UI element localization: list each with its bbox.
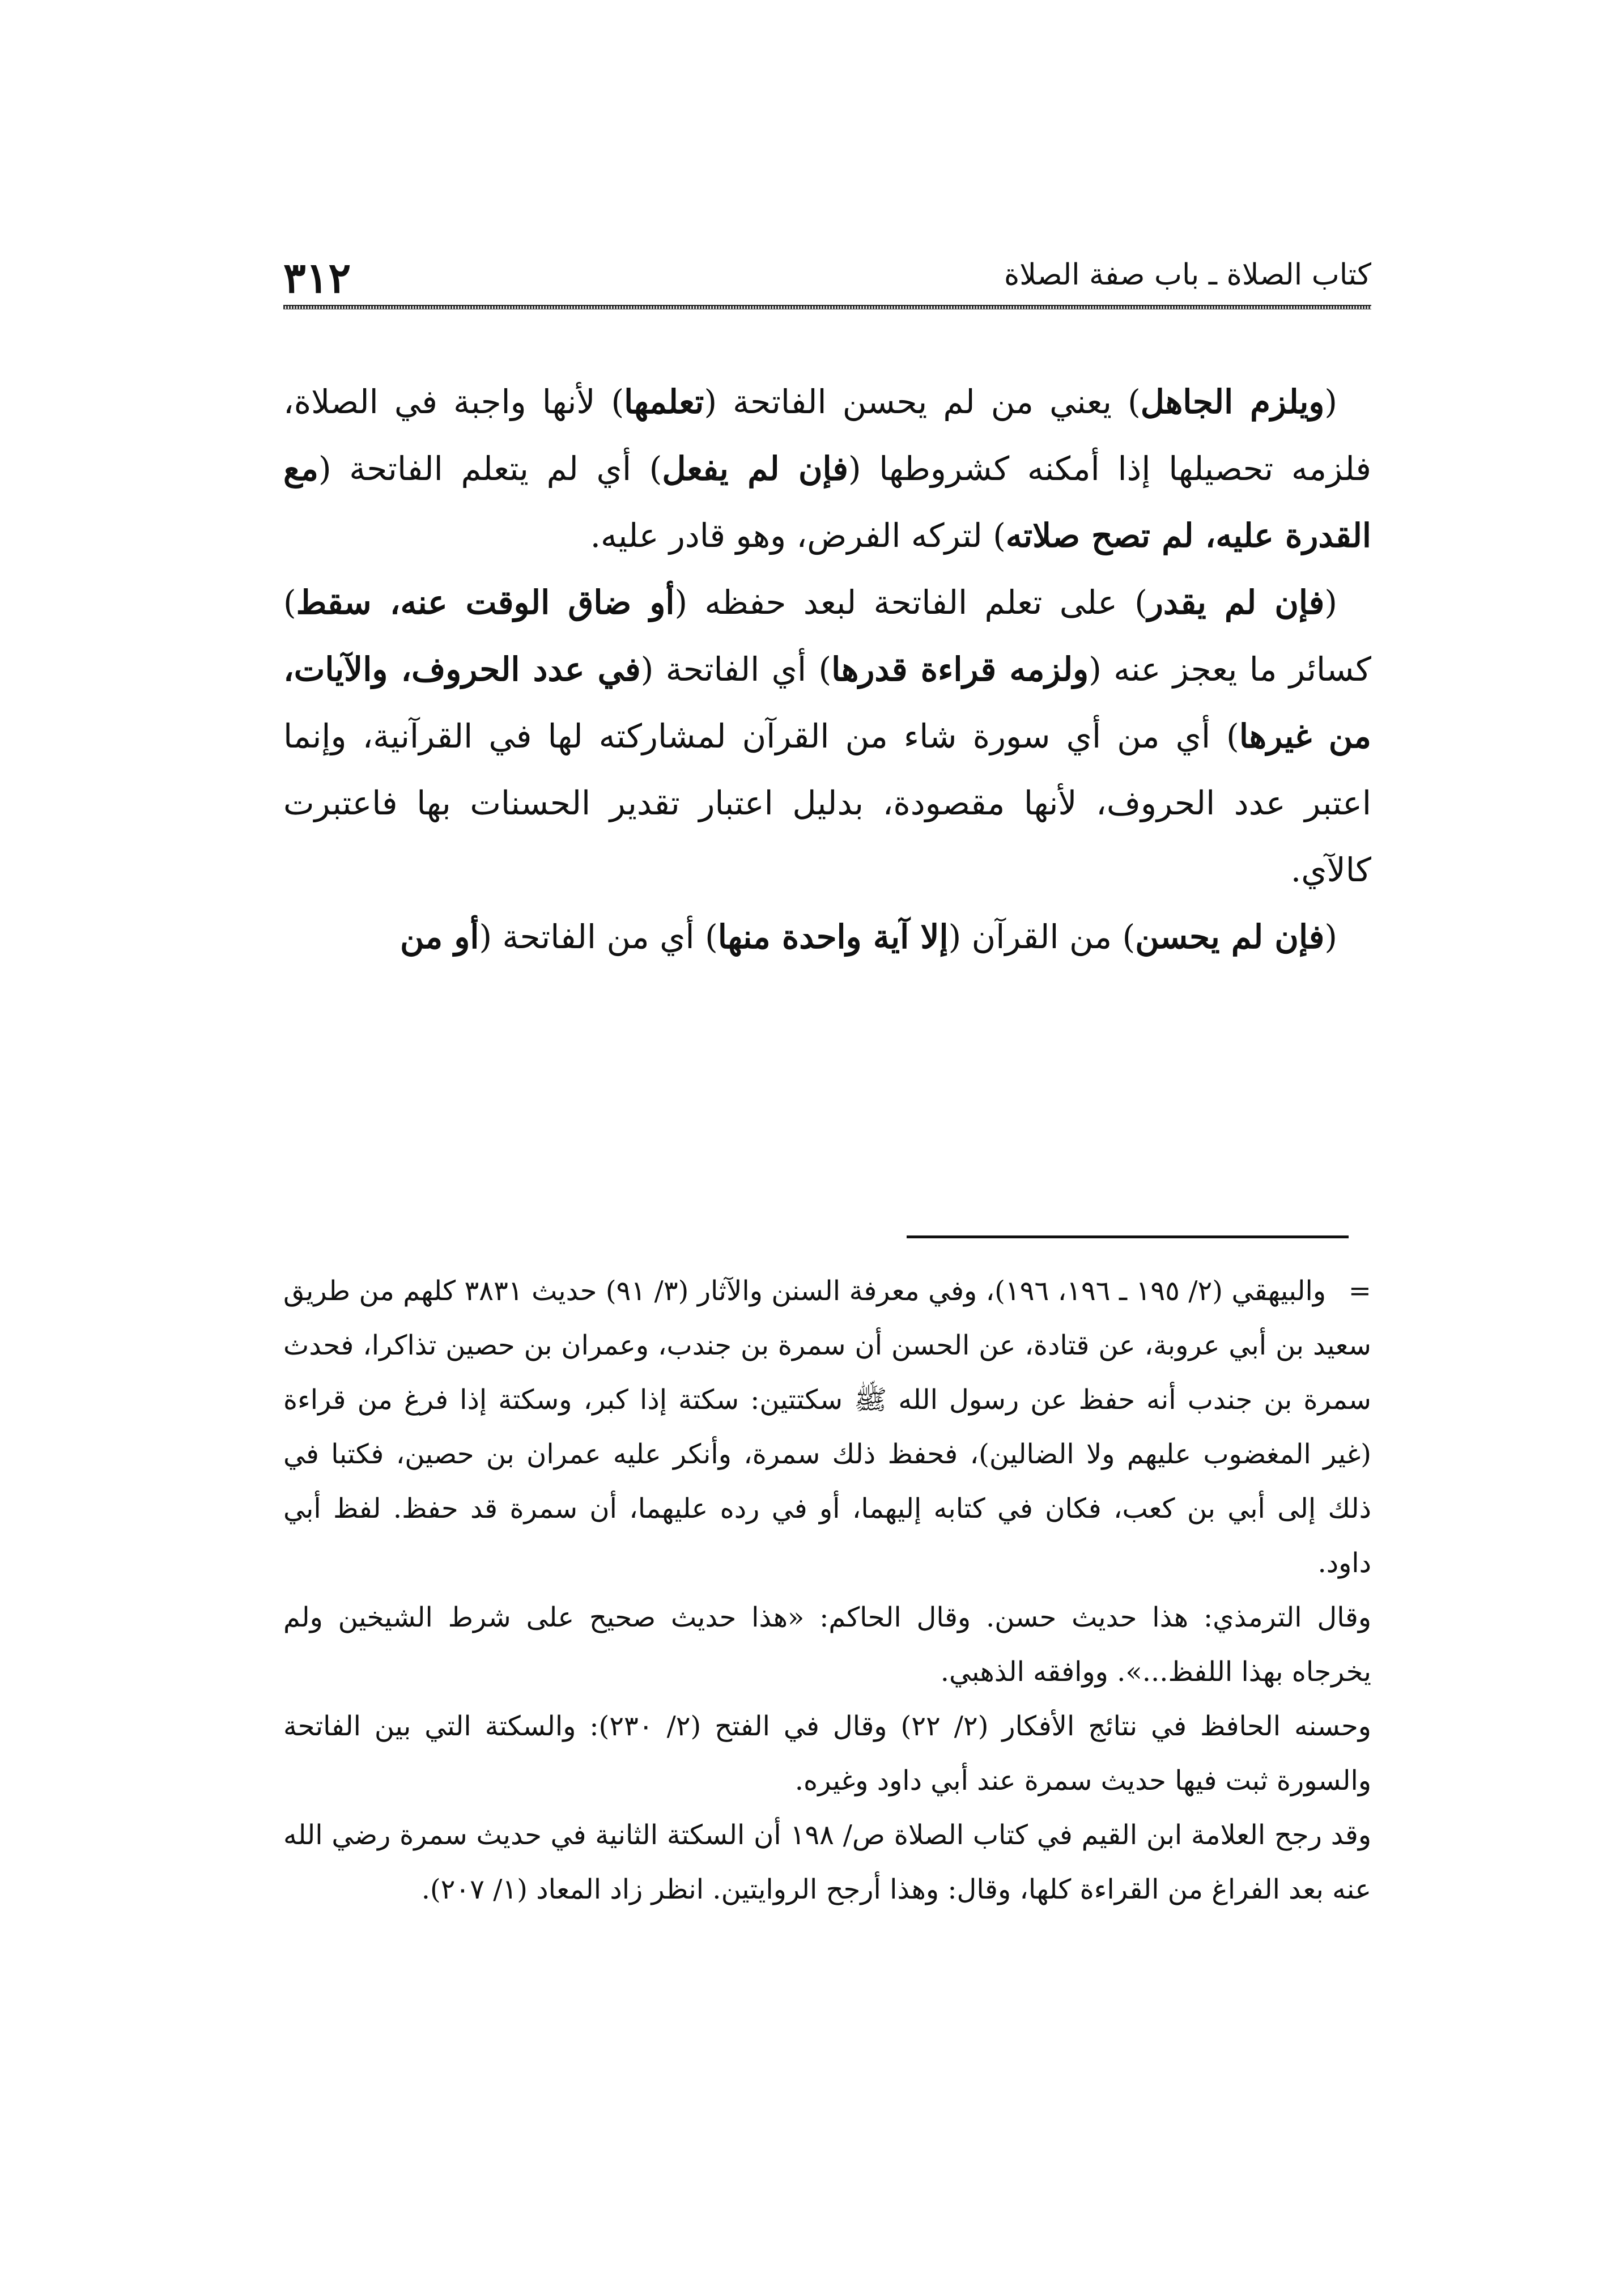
paragraph-3 bbox=[283, 903, 1371, 970]
paragraph-1 bbox=[283, 368, 1371, 569]
text-span: ) أي الفاتحة ( bbox=[640, 650, 832, 689]
text-span: ) كسائر ما يعجز عنه ( bbox=[283, 583, 1371, 689]
footnote-text: والبيهقي (٢/ ١٩٥ ـ ١٩٦، ١٩٦)، وفي معرفة السنن والآثار (٣/ ٩١) حديث ٣٨٣١ كلهم من طريق سعيد بن أبي عروبة، عن قتادة، عن الحسن أن سمرة بن جندب، وعمران بن حصين تذاكرا، فحدث سمرة بن جندب أنه حفظ عن رسول الله ﷺ سكتتين: سكتة إذا كبر، وسكتة إذا فرغ من قراءة (غير المغضوب عليهم ولا الضالين)، فحفظ ذلك سمرة، وأنكر عليه عمران بن حصين، فكتبا في ذلك إلى أبي بن كعب، فكان في كتابه إليهما، أو في رده عليهما، أن سمرة قد حفظ. لفظ أبي داود. bbox=[283, 1275, 1371, 1579]
footnote-paragraph-1 bbox=[283, 1264, 1371, 1590]
text-span: ) على تعلم الفاتحة لبعد حفظه ( bbox=[674, 583, 1147, 622]
matn-bold: في عدد الحروف، والآيات، من غيرها bbox=[283, 650, 1371, 755]
matn-bold: فإن لم يفعل bbox=[662, 449, 848, 488]
running-header bbox=[283, 249, 1371, 303]
header-divider bbox=[283, 305, 1371, 309]
chapter-title: كتاب الصلاة ـ باب صفة الصلاة bbox=[1004, 258, 1371, 292]
matn-bold: ولزمه قراءة قدرها bbox=[831, 650, 1089, 689]
text-span: ) أي من الفاتحة ( bbox=[479, 918, 718, 956]
paragraph-2 bbox=[283, 569, 1371, 903]
matn-bold: أو ضاق الوقت عنه، سقط bbox=[296, 583, 675, 622]
footnotes bbox=[283, 1264, 1371, 1917]
text-span: ) لأنها واجبة في الصلاة، فلزمه تحصيلها إذا أمكنه كشروطها ( bbox=[283, 383, 1371, 488]
footnote-paragraph-4: وقد رجح العلامة ابن القيم في كتاب الصلاة ص/ ١٩٨ أن السكتة الثانية في حديث سمرة رضي الله عنه بعد الفراغ من القراءة كلها، وقال: وهذا أرجح الروايتين. انظر زاد المعاد (١/ ٢٠٧). bbox=[283, 1819, 1372, 1905]
text-span: ) أي من أي سورة شاء من القرآن لمشاركته لها في القرآنية، وإنما اعتبر عدد الحروف، لأنها مقصودة، بدليل اعتبار تقدير الحسنات بها فاعتبرت كالآي. bbox=[283, 717, 1371, 889]
matn-bold: تعلمها bbox=[624, 383, 704, 421]
matn-bold: إلا آية واحدة منها bbox=[717, 918, 949, 956]
continuation-marker: = bbox=[1348, 1275, 1372, 1307]
text-span: ) لتركه الفرض، وهو قادر عليه. bbox=[590, 516, 1006, 555]
text-span: ) أي لم يتعلم الفاتحة ( bbox=[318, 449, 662, 488]
footnote-paragraph-3: وحسنه الحافظ في نتائج الأفكار (٢/ ٢٢) وقال في الفتح (٢/ ٢٣٠): والسكتة التي بين الفاتحة والسورة ثبت فيها حديث سمرة عند أبي داود وغيره. bbox=[283, 1710, 1371, 1797]
matn-bold: أو من bbox=[399, 918, 479, 956]
text-span: ( bbox=[1324, 918, 1337, 956]
matn-bold: فإن لم يقدر bbox=[1147, 583, 1325, 622]
main-text bbox=[283, 368, 1371, 970]
matn-bold: ويلزم الجاهل bbox=[1140, 383, 1325, 421]
text-span: ) من القرآن ( bbox=[948, 918, 1136, 956]
page-number: ٣١٢ bbox=[283, 254, 351, 303]
text-span: ) يعني من لم يحسن الفاتحة ( bbox=[704, 383, 1141, 421]
matn-bold: فإن لم يحسن bbox=[1135, 918, 1325, 956]
matn-bold: مع القدرة عليه، لم تصح صلاته bbox=[283, 449, 1371, 555]
text-span: ( bbox=[1324, 583, 1337, 622]
text-span: ( bbox=[1324, 383, 1337, 421]
footnote-paragraph-2: وقال الترمذي: هذا حديث حسن. وقال الحاكم: «هذا حديث صحيح على شرط الشيخين ولم يخرجاه بهذا اللفظ...». ووافقه الذهبي. bbox=[283, 1602, 1371, 1688]
footnote-separator bbox=[907, 1235, 1349, 1238]
